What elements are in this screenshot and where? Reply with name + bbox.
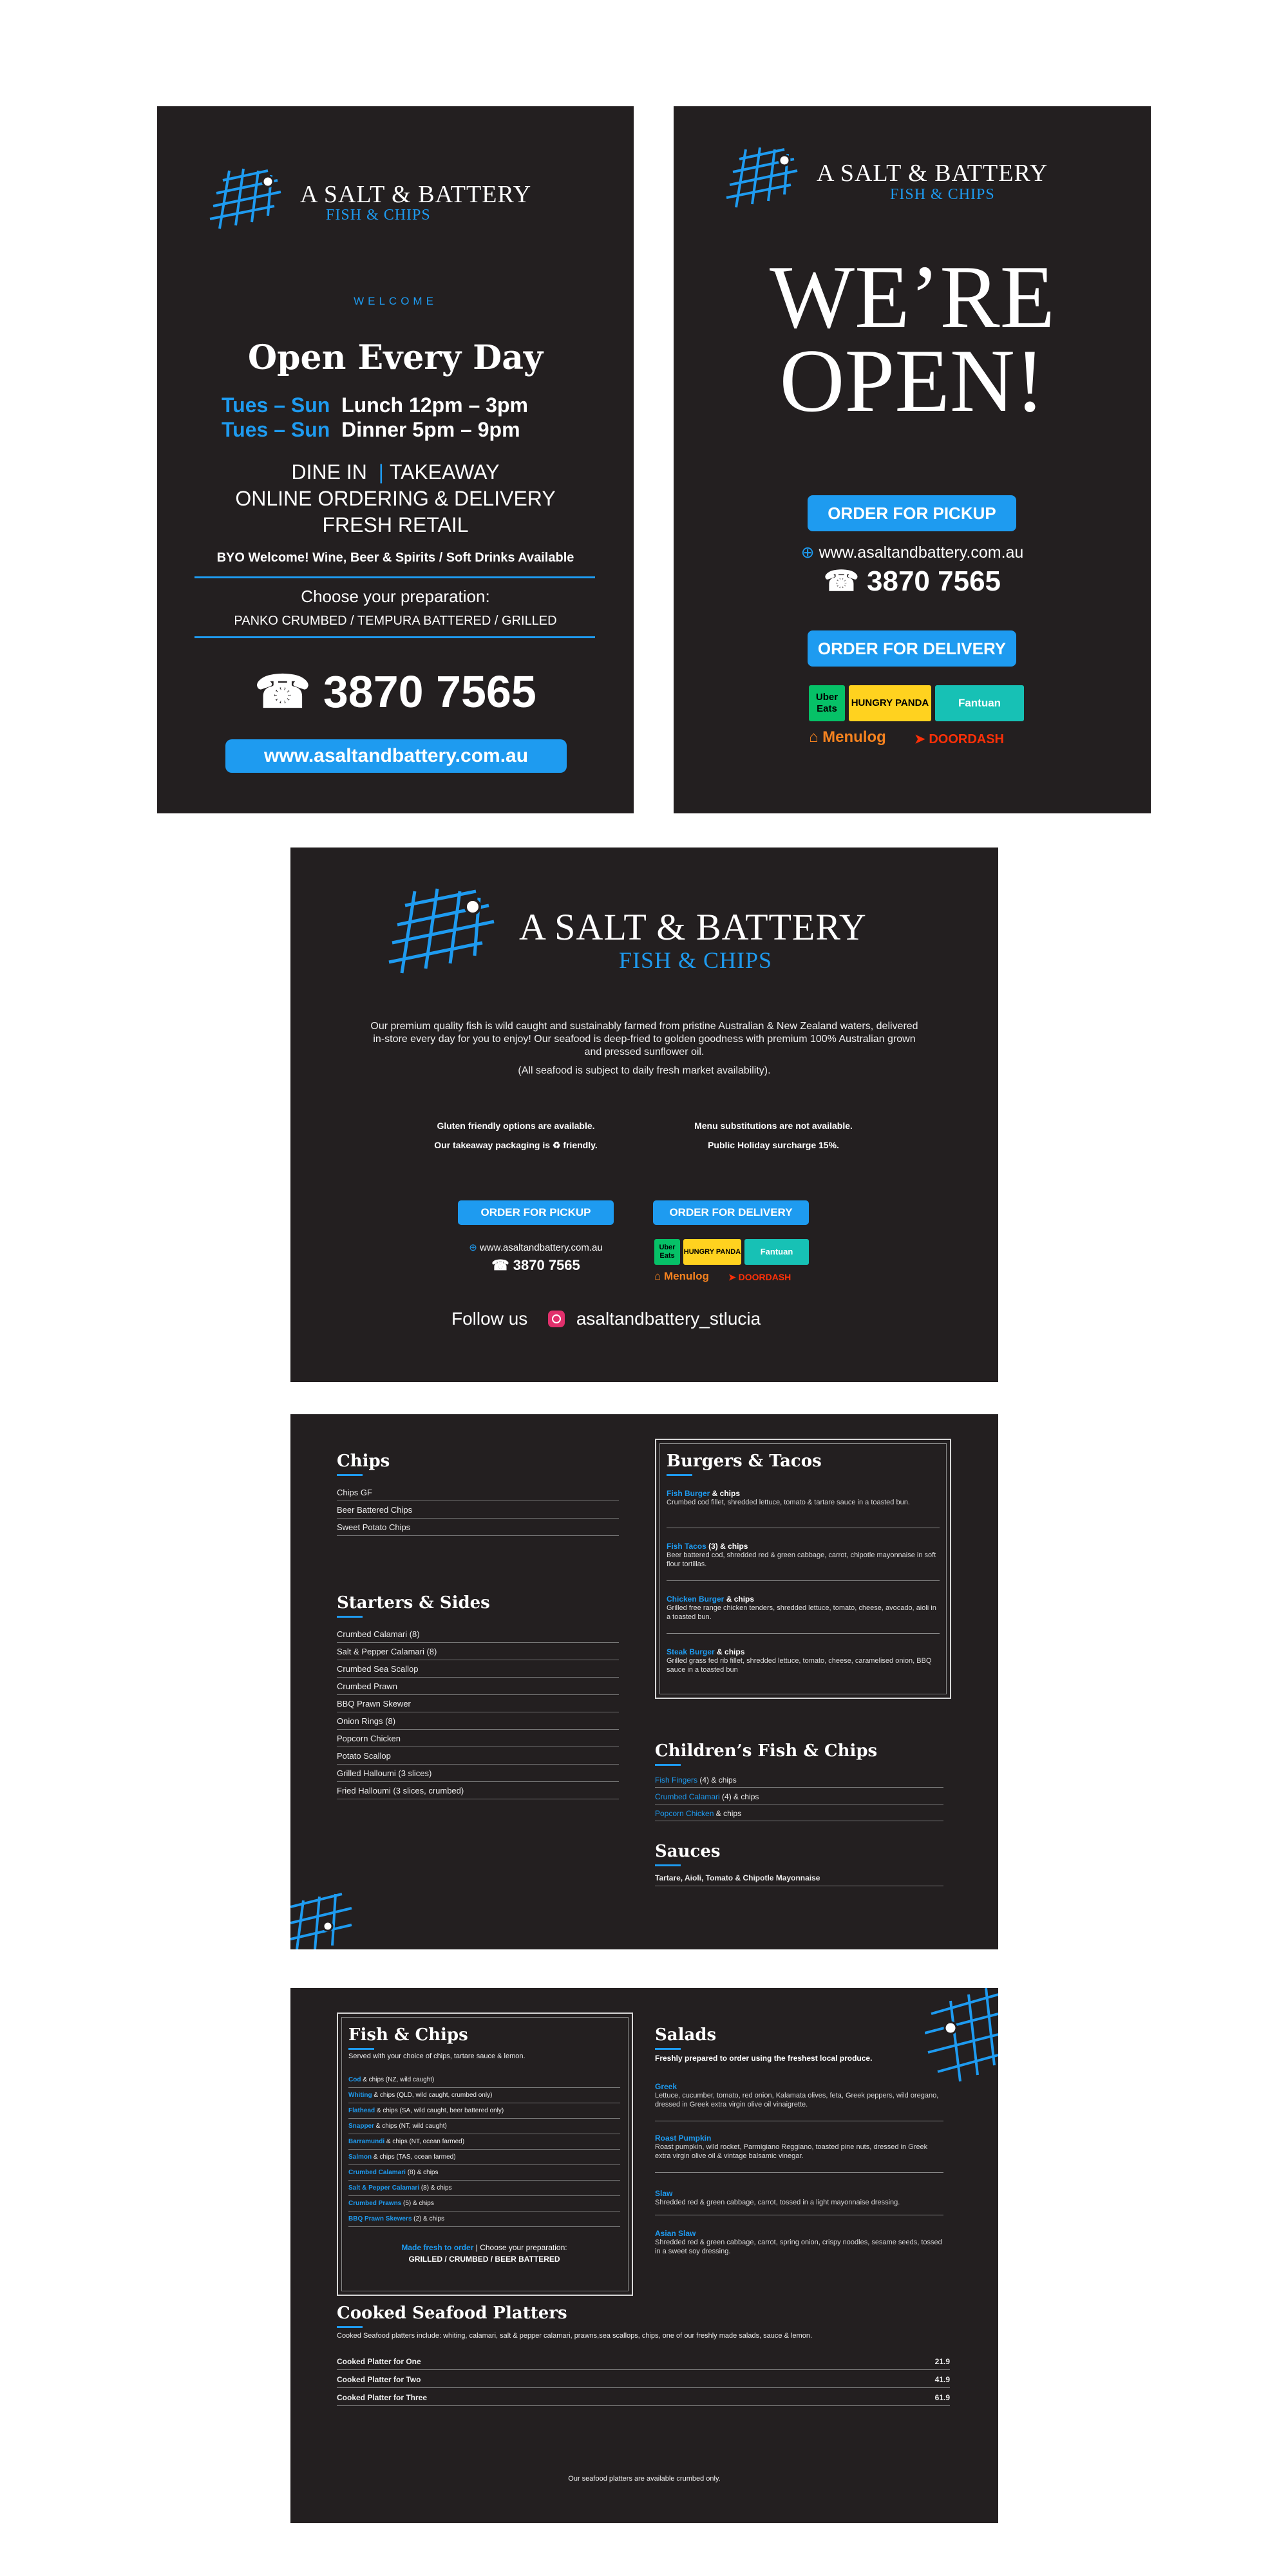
preparation-note xyxy=(348,2243,620,2252)
menulog-label: Menulog xyxy=(664,1270,709,1282)
hours-row-dinner xyxy=(222,418,520,442)
item-extra: & chips (SA, wild caught, beer battered only) xyxy=(375,2107,504,2114)
website-line xyxy=(674,543,1151,562)
headline-line-1: WE’RE xyxy=(769,247,1056,347)
platter-name: Cooked Platter for One xyxy=(337,2357,421,2366)
item-extra: (4) & chips xyxy=(719,1792,759,1801)
phone-icon: ☎ xyxy=(254,667,311,717)
brand-title: A SALT & BATTERY xyxy=(300,181,532,208)
hours-time: Dinner 5pm – 9pm xyxy=(341,418,520,441)
phone-line xyxy=(674,565,1151,598)
phone-number: 3870 7565 xyxy=(867,565,1001,597)
doordash-logo[interactable] xyxy=(728,1272,791,1283)
item-name: Popcorn Chicken xyxy=(655,1809,714,1818)
item-extra: & chips xyxy=(714,1647,745,1656)
item-name: Snapper xyxy=(348,2123,375,2130)
salad-item-roast-pumpkin xyxy=(655,2134,943,2161)
item-description: Grilled free range chicken tenders, shredded lettuce, tomato, cheese, avocado, aioli in a toasted bun. xyxy=(667,1604,936,1621)
item-extra: (8) & chips xyxy=(419,2184,452,2192)
item-name: Barramundi xyxy=(348,2138,385,2145)
platter-row xyxy=(337,2372,950,2388)
divider xyxy=(667,1633,940,1634)
divider xyxy=(194,636,595,638)
platter-name: Cooked Platter for Two xyxy=(337,2375,421,2384)
title-underline xyxy=(348,2048,374,2050)
house-icon: ⌂ xyxy=(809,728,819,746)
website-line xyxy=(442,1242,629,1253)
item-description: Grilled grass fed rib fillet, shredded lettuce, tomato, cheese, caramelised onion, BBQ sauce in a toasted bun xyxy=(667,1657,932,1674)
title-underline xyxy=(337,1474,363,1476)
doordash-label: DOORDASH xyxy=(929,732,1004,746)
fresh-retail-label: FRESH RETAIL xyxy=(322,513,469,536)
item-description: Shredded red & green cabbage, carrot, spring onion, crispy noodles, sesame seeds, tossed in a sweet soy dressing. xyxy=(655,2239,942,2255)
website-link[interactable]: www.asaltandbattery.com.au xyxy=(480,1242,603,1253)
platter-price: 21.9 xyxy=(934,2357,950,2366)
substitutions-note: Menu substitutions are not available. xyxy=(694,1121,853,1131)
follow-label: Follow us xyxy=(451,1309,528,1329)
hours-days: Tues – Sun xyxy=(222,418,330,441)
list-item: BBQ Prawn Skewer xyxy=(337,1696,619,1712)
service-line: DINE IN | TAKEAWAY xyxy=(291,460,500,484)
list-item: Fried Halloumi (3 slices, crumbed) xyxy=(337,1783,619,1799)
item-name: Salmon xyxy=(348,2154,372,2161)
item-extra: & chips xyxy=(710,1489,741,1498)
item-name: Fish Burger xyxy=(667,1489,710,1498)
menu-item-steak-burger xyxy=(667,1647,940,1674)
salad-item-greek xyxy=(655,2082,943,2109)
divider xyxy=(194,576,595,578)
byo-notice: BYO Welcome! Wine, Beer & Spirits / Soft Drinks Available xyxy=(216,551,574,565)
list-item: Onion Rings (8) xyxy=(337,1714,619,1730)
chips-section-title: Chips xyxy=(337,1452,390,1471)
phone-line xyxy=(157,665,634,718)
hours-time: Lunch 12pm – 3pm xyxy=(341,393,528,417)
starters-section-title: Starters & Sides xyxy=(337,1593,490,1613)
website-link[interactable]: www.asaltandbattery.com.au xyxy=(819,544,1024,562)
item-name: Asian Slaw xyxy=(655,2229,696,2238)
net-corner-icon xyxy=(925,1988,998,2085)
item-name: Crumbed Calamari xyxy=(655,1792,720,1801)
follow-us-line xyxy=(451,1309,761,1329)
logo-net-icon xyxy=(204,167,294,232)
title-underline xyxy=(655,1864,681,1866)
platter-row xyxy=(337,2390,950,2406)
hungry-panda-badge[interactable]: HUNGRY PANDA xyxy=(683,1239,741,1265)
net-corner-icon xyxy=(290,1888,355,1949)
item-name: Flathead xyxy=(348,2107,375,2114)
prep-options: PANKO CRUMBED / TEMPURA BATTERED / GRILLED xyxy=(234,614,557,628)
item-name: Crumbed Calamari xyxy=(348,2169,406,2176)
availability-note: (All seafood is subject to daily fresh market availability). xyxy=(518,1065,771,1076)
platter-price: 61.9 xyxy=(934,2393,950,2402)
fantuan-badge[interactable]: Fantuan xyxy=(935,685,1024,721)
menu-item-chicken-burger xyxy=(667,1595,940,1622)
item-name: Greek xyxy=(655,2082,677,2091)
headline: Open Every Day xyxy=(247,338,544,377)
list-item xyxy=(348,2181,620,2196)
dine-in-label: DINE IN xyxy=(291,460,367,484)
list-item xyxy=(348,2119,620,2134)
holiday-surcharge-note: Public Holiday surcharge 15%. xyxy=(708,1140,839,1150)
list-item xyxy=(348,2135,620,2150)
item-extra: (3) & chips xyxy=(706,1542,748,1551)
item-extra: & chips (NZ, wild caught) xyxy=(361,2076,435,2083)
salads-section-title: Salads xyxy=(655,2025,717,2045)
online-ordering-label: ONLINE ORDERING & DELIVERY xyxy=(235,487,556,510)
burgers-section-title: Burgers & Tacos xyxy=(667,1452,822,1471)
instagram-handle[interactable]: asaltandbattery_stlucia xyxy=(576,1309,761,1329)
choose-prep-label: | Choose your preparation: xyxy=(473,2243,567,2252)
divider xyxy=(667,1580,940,1581)
list-item: Sweet Potato Chips xyxy=(337,1520,619,1536)
item-name: Fish Fingers xyxy=(655,1776,698,1785)
item-name: Cod xyxy=(348,2076,361,2083)
brand-subtitle: FISH & CHIPS xyxy=(890,186,995,203)
list-item: Popcorn Chicken xyxy=(337,1731,619,1747)
flyer-info xyxy=(290,848,998,1382)
logo-net-icon xyxy=(379,886,508,976)
sauces-list: Tartare, Aioli, Tomato & Chipotle Mayonnaise xyxy=(655,1870,943,1886)
item-extra: (5) & chips xyxy=(401,2200,434,2207)
item-extra: & chips (TAS, ocean farmed) xyxy=(372,2154,456,2161)
phone-line xyxy=(442,1257,629,1274)
doordash-logo[interactable] xyxy=(914,731,1004,747)
item-name: Crumbed Prawns xyxy=(348,2200,402,2207)
salad-item-asian-slaw xyxy=(655,2229,943,2256)
platters-section-title: Cooked Seafood Platters xyxy=(337,2304,567,2323)
list-item xyxy=(348,2150,620,2165)
were-open-headline xyxy=(674,247,1151,431)
welcome-label: WELCOME xyxy=(354,295,437,307)
doordash-icon: ➤ xyxy=(728,1272,736,1282)
item-extra: & chips (NT, wild caught) xyxy=(374,2123,447,2130)
list-item: Crumbed Sea Scallop xyxy=(337,1662,619,1678)
menu-page-1 xyxy=(290,1414,998,1949)
brand-title: A SALT & BATTERY xyxy=(519,906,867,948)
item-name: Salt & Pepper Calamari xyxy=(348,2184,420,2192)
item-extra: (4) & chips xyxy=(697,1776,737,1785)
title-underline xyxy=(337,2326,363,2328)
title-underline xyxy=(337,1616,363,1618)
house-icon: ⌂ xyxy=(654,1270,661,1282)
list-item xyxy=(348,2088,620,2103)
item-name: Fish Tacos xyxy=(667,1542,706,1551)
item-extra: & chips xyxy=(714,1809,742,1818)
salad-item-slaw xyxy=(655,2189,943,2207)
item-name: Whiting xyxy=(348,2092,372,2099)
item-description: Roast pumpkin, wild rocket, Parmigiano Reggiano, toasted pine nuts, dressed in Greek extra virgin olive oil & vintage balsamic vinegar. xyxy=(655,2143,928,2160)
title-underline xyxy=(655,2048,681,2050)
fish-chips-subtitle: Served with your choice of chips, tartare sauce & lemon. xyxy=(348,2052,526,2060)
menu-item-fish-tacos xyxy=(667,1542,940,1569)
fantuan-badge[interactable]: Fantuan xyxy=(744,1239,809,1265)
list-item xyxy=(348,2073,620,2088)
title-underline xyxy=(655,1764,681,1766)
packaging-note: Our takeaway packaging is ♻ friendly. xyxy=(434,1140,598,1150)
item-extra: & chips (QLD, wild caught, crumbed only) xyxy=(372,2092,493,2099)
item-description: Crumbed cod fillet, shredded lettuce, tomato & tartare sauce in a toasted bun. xyxy=(667,1499,910,1506)
doordash-icon: ➤ xyxy=(914,732,925,746)
item-description: Lettuce, cucumber, tomato, red onion, Kalamata olives, feta, Greek peppers, wild oregano, dressed in Greek extra virgin olive oil vinaigrette. xyxy=(655,2092,939,2108)
brand-title: A SALT & BATTERY xyxy=(817,160,1048,187)
gluten-note: Gluten friendly options are available. xyxy=(437,1121,595,1131)
list-item: Crumbed Calamari (8) xyxy=(337,1627,619,1643)
divider xyxy=(655,2172,943,2173)
fish-chips-section-title: Fish & Chips xyxy=(348,2025,468,2045)
instagram-icon[interactable] xyxy=(548,1311,565,1327)
takeaway-label: TAKEAWAY xyxy=(389,460,500,484)
list-item xyxy=(655,1773,943,1788)
list-item xyxy=(348,2212,620,2227)
item-name: Steak Burger xyxy=(667,1647,715,1656)
sauces-section-title: Sauces xyxy=(655,1842,721,1861)
item-extra: & chips (NT, ocean farmed) xyxy=(384,2138,465,2145)
globe-icon: ⊕ xyxy=(469,1242,477,1253)
menulog-label: Menulog xyxy=(822,728,886,746)
title-underline xyxy=(667,1474,692,1476)
list-item xyxy=(348,2166,620,2181)
item-name: Chicken Burger xyxy=(667,1595,724,1604)
headline-line-2: OPEN! xyxy=(779,331,1045,431)
hours-row-lunch xyxy=(222,393,528,417)
brand-subtitle: FISH & CHIPS xyxy=(619,947,773,973)
website-button[interactable]: www.asaltandbattery.com.au xyxy=(225,739,567,773)
order-pickup-button[interactable]: ORDER FOR PICKUP xyxy=(458,1200,614,1225)
uber-eats-badge[interactable]: Uber Eats xyxy=(654,1239,680,1265)
salads-subtitle: Freshly prepared to order using the freshest local produce. xyxy=(655,2054,873,2063)
phone-icon: ☎ xyxy=(823,565,859,597)
item-name: BBQ Prawn Skewers xyxy=(348,2215,412,2222)
order-delivery-button[interactable]: ORDER FOR DELIVERY xyxy=(653,1200,809,1225)
list-item: Salt & Pepper Calamari (8) xyxy=(337,1644,619,1660)
list-item: Potato Scallop xyxy=(337,1748,619,1765)
poster-open-every-day xyxy=(157,106,634,813)
list-item xyxy=(655,1790,943,1804)
menulog-logo[interactable] xyxy=(654,1270,709,1283)
platter-name: Cooked Platter for Three xyxy=(337,2393,428,2402)
hours-days: Tues – Sun xyxy=(222,393,330,417)
list-item: Crumbed Prawn xyxy=(337,1679,619,1695)
list-item xyxy=(655,1806,943,1821)
logo-net-icon xyxy=(720,146,810,211)
platters-subtitle: Cooked Seafood platters include: whiting, calamari, salt & pepper calamari, prawns,sea scallops, chips, one of our freshly made salads, sauce & lemon. xyxy=(337,2332,812,2340)
platters-note: Our seafood platters are available crumbed only. xyxy=(568,2475,721,2483)
uber-eats-badge[interactable]: Uber Eats xyxy=(809,685,845,721)
item-description: Shredded red & green cabbage, carrot, tossed in a light mayonnaise dressing. xyxy=(655,2199,900,2206)
hungry-panda-badge[interactable]: HUNGRY PANDA xyxy=(849,685,931,721)
made-fresh-label: Made fresh to order xyxy=(401,2243,474,2252)
list-item: Chips GF xyxy=(337,1485,619,1501)
platter-row xyxy=(337,2354,950,2370)
item-extra: (8) & chips xyxy=(405,2169,439,2176)
platter-price: 41.9 xyxy=(934,2375,950,2384)
list-item: Beer Battered Chips xyxy=(337,1502,619,1519)
item-extra: (2) & chips xyxy=(412,2215,444,2222)
brand-subtitle: FISH & CHIPS xyxy=(326,207,431,223)
item-extra: & chips xyxy=(724,1595,755,1604)
doordash-label: DOORDASH xyxy=(738,1272,791,1282)
list-item xyxy=(348,2197,620,2211)
phone-number: 3870 7565 xyxy=(323,667,536,717)
phone-number: 3870 7565 xyxy=(513,1257,580,1273)
kids-section-title: Children’s Fish & Chips xyxy=(655,1741,878,1761)
list-item xyxy=(348,2104,620,2119)
order-pickup-button[interactable]: ORDER FOR PICKUP xyxy=(808,495,1016,531)
item-description: Beer battered cod, shredded red & green cabbage, carrot, chipotle mayonnaise in soft flour tortillas. xyxy=(667,1551,936,1568)
menu-item-fish-burger xyxy=(667,1489,940,1507)
menu-page-2 xyxy=(290,1988,998,2523)
intro-paragraph: Our premium quality fish is wild caught and sustainably farmed from pristine Australian & New Zealand waters, delivered in-store every day for you to enjoy! Our seafood is deep-fried to golden goodness with premium 100% Australian grown and pressed sunflower oil. xyxy=(370,1021,918,1057)
item-name: Slaw xyxy=(655,2189,673,2198)
choose-prep-label: Choose your preparation: xyxy=(301,587,490,606)
prep-options: GRILLED / CRUMBED / BEER BATTERED xyxy=(408,2255,560,2264)
order-delivery-button[interactable]: ORDER FOR DELIVERY xyxy=(808,630,1016,667)
menulog-logo[interactable] xyxy=(809,728,886,746)
item-name: Roast Pumpkin xyxy=(655,2134,712,2143)
list-item: Grilled Halloumi (3 slices) xyxy=(337,1766,619,1782)
poster-were-open xyxy=(674,106,1151,813)
globe-icon: ⊕ xyxy=(800,544,815,562)
phone-icon: ☎ xyxy=(491,1257,509,1273)
